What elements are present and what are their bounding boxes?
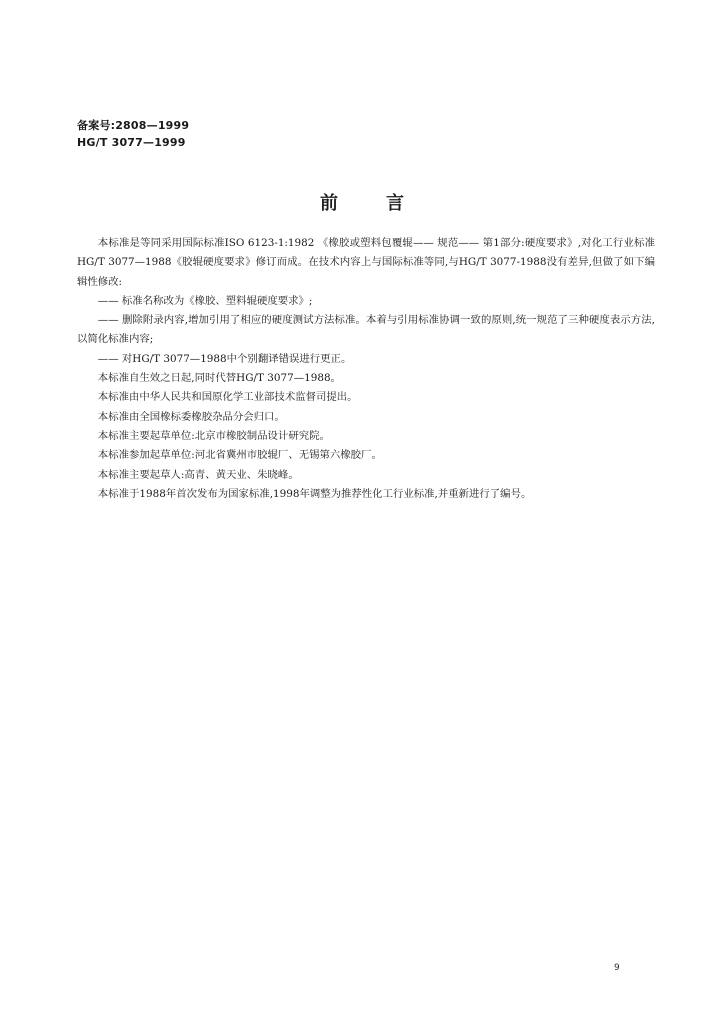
paragraph-title-change: —— 标准名称改为《橡胶、塑料辊硬度要求》; [97,294,313,307]
paragraph-adoption: 本标准是等同采用国际标准ISO 6123-1:1982 《橡胶或塑料包覆辊—— 规范—— 第1部分:硬度要求》,对化工行业标准HG/T 3077—1988《胶辊硬度要求》修订而成。在技术内容上与国际标准等同,与HG/T 3077-1988没有差异,但做了如下编辑性修改: [77,237,655,288]
paragraph-proposer: 本标准由中华人民共和国原化学工业部技术监督司提出。 [97,391,358,404]
paragraph-replacement: 本标准自生效之日起,同时代替HG/T 3077—1988。 [97,372,341,385]
paragraph-history: 本标准于1988年首次发布为国家标准,1998年调整为推荐性化工行业标准,并重新进行了编号。 [97,487,532,500]
record-number: 备案号:2808—1999 [77,119,190,132]
page-title: 前言 [320,193,452,214]
paragraph-participating-drafters: 本标准参加起草单位:河北省冀州市胶辊厂、无锡第六橡胶厂。 [97,449,382,462]
page-number: 9 [614,963,620,973]
paragraph-appendix-removal: —— 删除附录内容,增加引用了相应的硬度测试方法标准。本着与引用标准协调一致的原则,统一规范了三种硬度表示方法,以简化标准内容; [77,314,655,346]
paragraph-administrator: 本标准由全国橡标委橡胶杂品分会归口。 [97,410,285,423]
document-header [77,117,189,151]
standard-code: HG/T 3077—1999 [77,136,186,149]
paragraph-translation-fix: —— 对HG/T 3077—1988中个别翻译错误进行更正。 [97,352,352,365]
paragraph-main-drafter: 本标准主要起草单位:北京市橡胶制品设计研究院。 [97,429,330,442]
document-body [77,234,655,504]
paragraph-drafters-names: 本标准主要起草人:高青、黄天业、朱晓峰。 [97,468,299,481]
